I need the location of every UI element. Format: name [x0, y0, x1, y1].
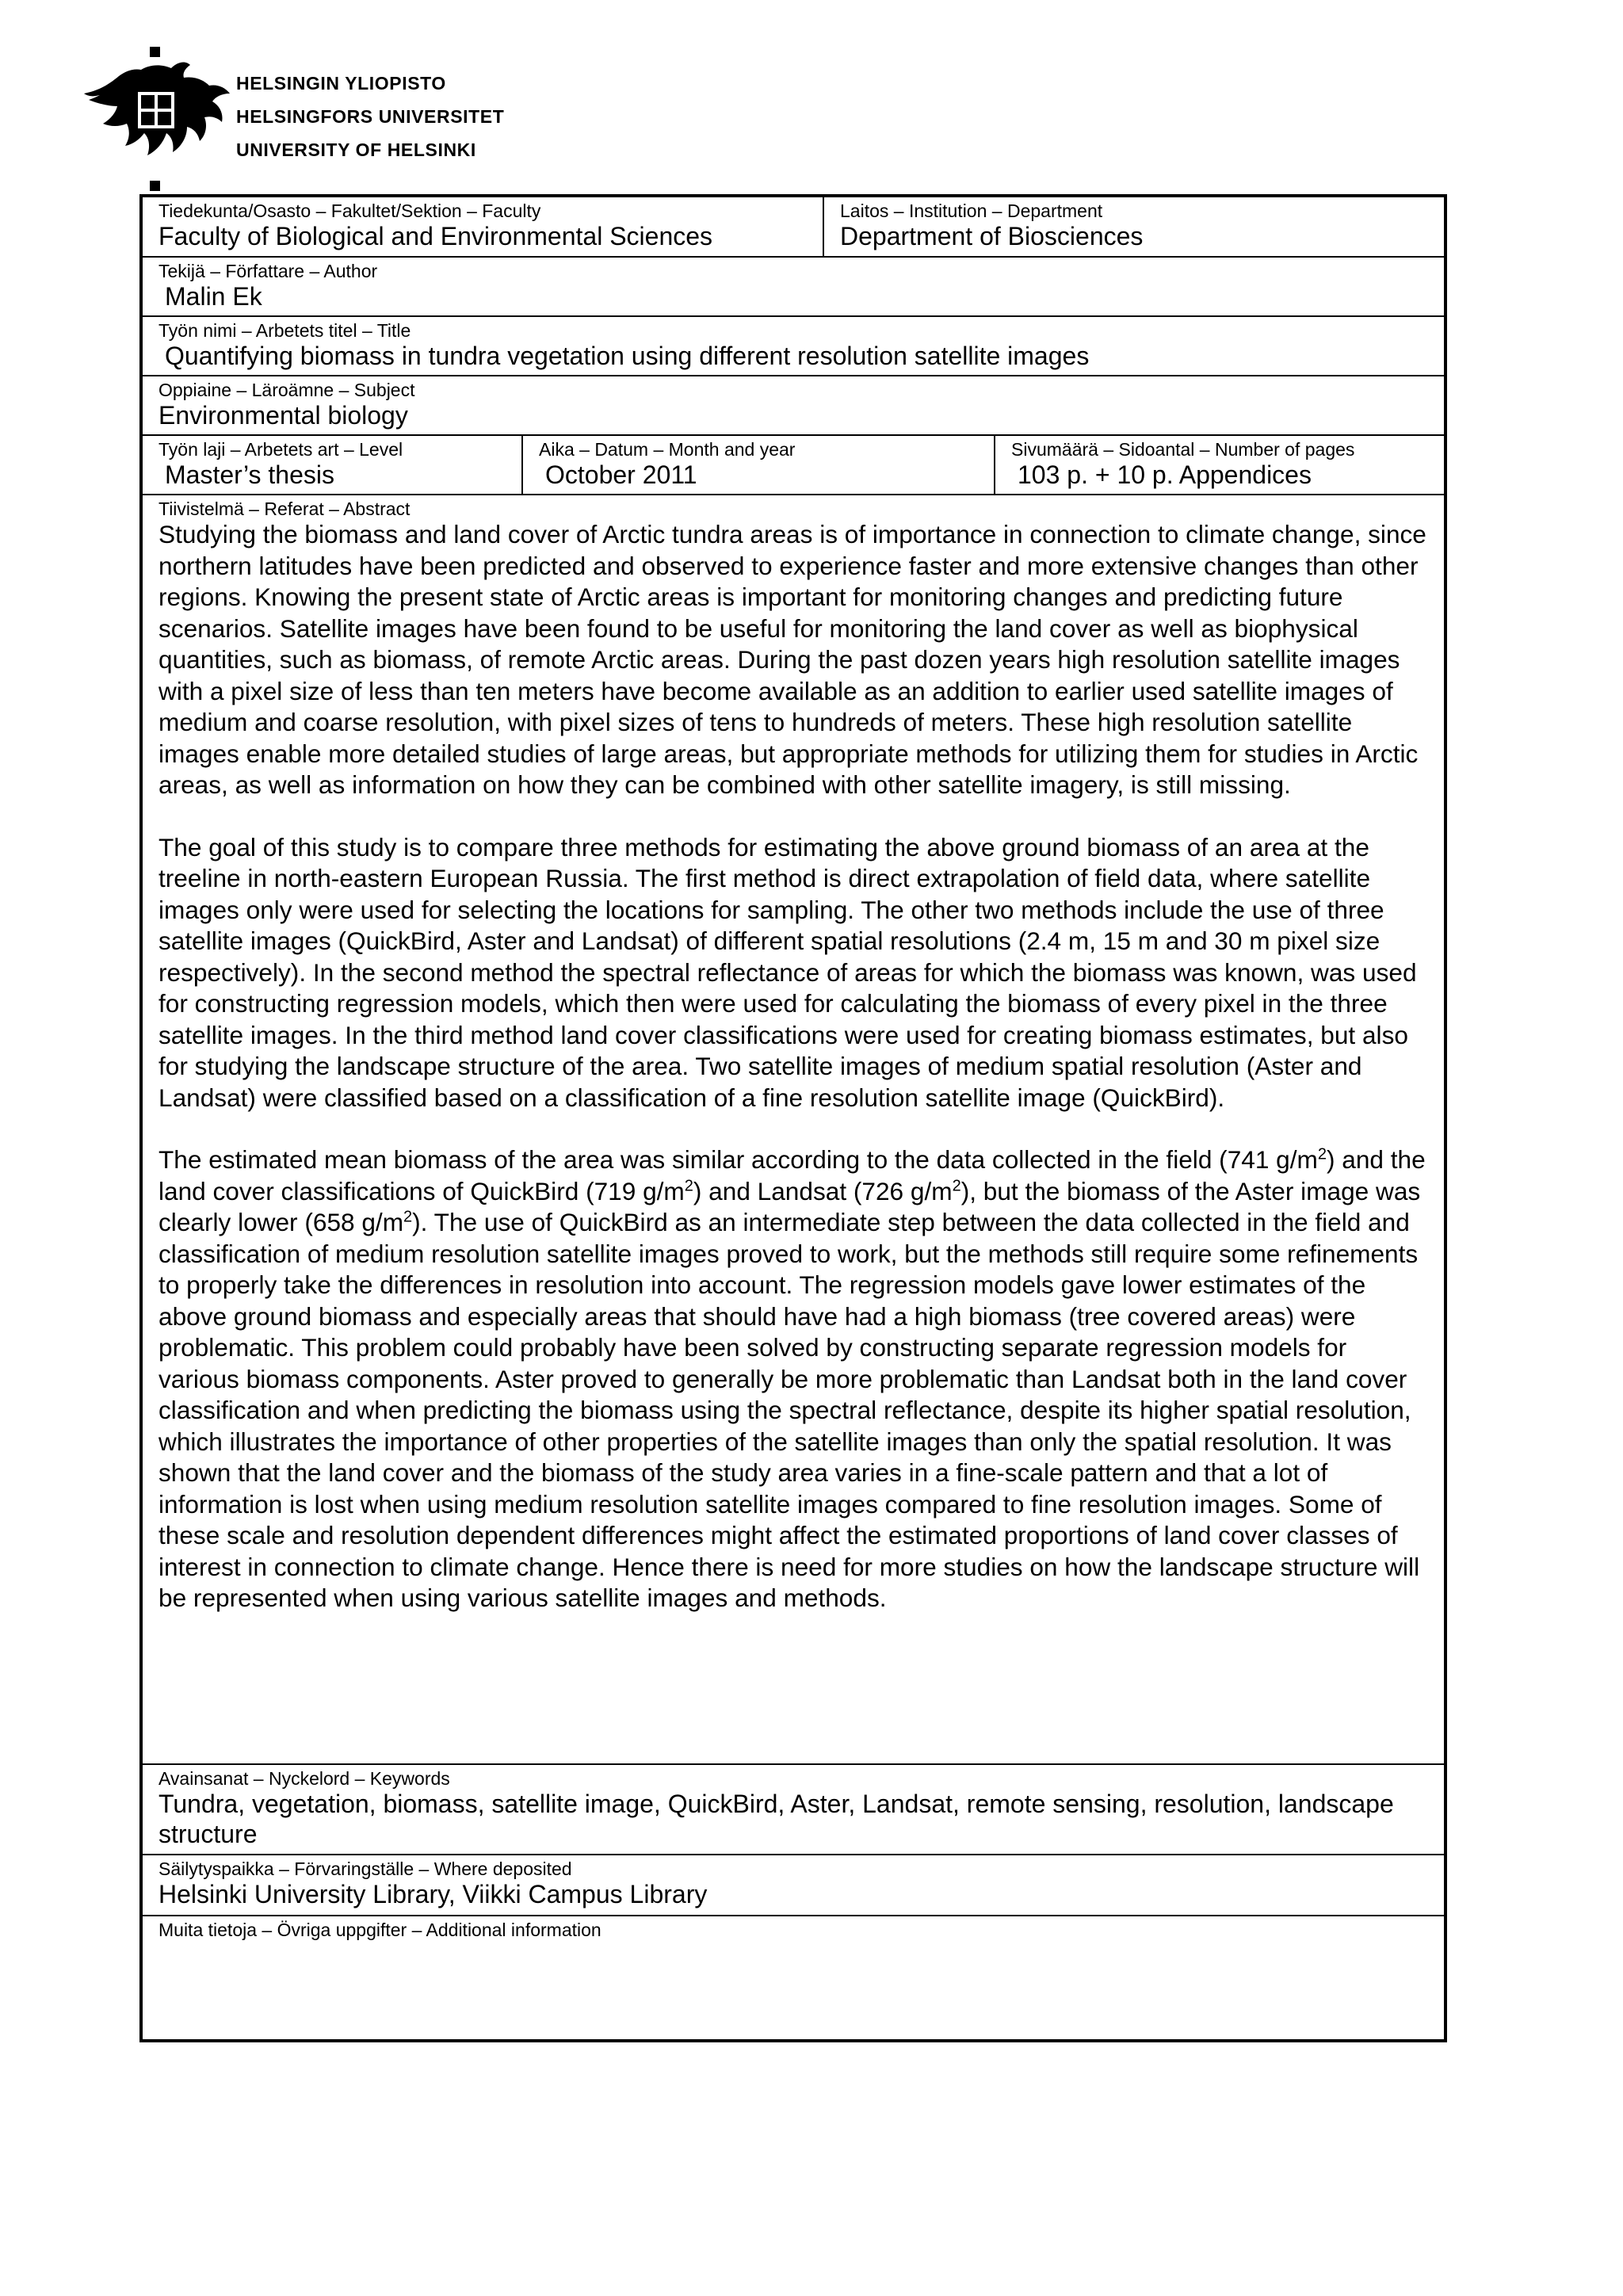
department-cell — [823, 197, 1444, 256]
keywords-label: Avainsanat – Nyckelord – Keywords — [158, 1768, 450, 1789]
faculty-row — [143, 197, 1444, 258]
level-cell — [143, 436, 521, 494]
abstract-row — [143, 495, 1444, 1765]
abstract-paragraph-3: The estimated mean biomass of the area was similar according to the data collected in the field (741 $g/m^2$) and the land cover classifications of QuickBird (719 $g/m^2$) and Landsat (726 $g/m^2$), but the biomass of the Aster image was clearly lower (658 $g/m^2$). The use of QuickBird as an intermediate step between the data collected in the field and classification of medium resolution satellite images proved to work, but the methods still require some refinements to properly take the differences in resolution into account. The regression models gave lower estimates of the above ground biomass and especially areas that should have had a high biomass (tree covered areas) were problematic. This problem could probably have been solved by constructing separate regression models for various biomass components. Aster proved to generally be more problematic than Landsat both in the land cover classification and when predicting the biomass using the spectral reflectance, despite its higher spatial resolution, which illustrates the importance of other properties of the satellite images than only the spatial resolution. It was shown that the land cover and the biomass of the study area varies in a fine-scale pattern and that a lot of information is lost when using medium resolution satellite images compared to fine resolution images. Some of these scale and resolution dependent differences might affect the estimated proportions of land cover classes of interest in connection to climate change. Hence there is need for more studies on how the landscape structure will be represented when using various satellite images and methods. — [158, 1145, 1426, 1612]
deposited-value: Helsinki University Library, Viikki Campus Library — [158, 1880, 708, 1908]
department-value: Department of Biosciences — [840, 222, 1144, 250]
abstract-text — [158, 519, 1444, 1614]
keywords-row — [143, 1765, 1444, 1855]
additional-row — [143, 1916, 1444, 2039]
author-value: Malin Ek — [165, 282, 262, 311]
subject-label: Oppiaine – Läroämne – Subject — [158, 380, 415, 400]
faculty-value: Faculty of Biological and Environmental Sciences — [158, 222, 713, 250]
abstract-paragraph-1: Studying the biomass and land cover of Arctic tundra areas is of importance in connection to climate change, since northern latitudes have been predicted and observed to experience faster and more extensive changes than other regions. Knowing the present state of Arctic areas is important for monitoring changes and predicting future scenarios. Satellite images have been found to be useful for monitoring the land cover as well as biophysical quantities, such as biomass, of remote Arctic areas. During the past dozen years high resolution satellite images with a pixel size of less than ten meters have become available as an addition to earlier used satellite images of medium and coarse resolution, with pixel sizes of tens to hundreds of meters. These high resolution satellite images enable more detailed studies of large areas, but appropriate methods for utilizing them for studies in Arctic areas, as well as information on how they can be combined with other satellite imagery, is still missing. — [158, 520, 1426, 799]
university-name-fi: HELSINGIN YLIOPISTO — [236, 73, 446, 94]
title-value: Quantifying biomass in tundra vegetation using different resolution satellite images — [165, 342, 1090, 370]
level-label: Työn laji – Arbetets art – Level — [158, 439, 403, 460]
university-seal-icon — [78, 44, 236, 195]
author-label: Tekijä – Författare – Author — [158, 261, 378, 281]
faculty-label: Tiedekunta/Osasto – Fakultet/Sektion – Faculty — [158, 201, 541, 221]
deposited-label: Säilytyspaikka – Förvaringställe – Where deposited — [158, 1859, 572, 1879]
university-names — [236, 67, 504, 166]
subject-cell — [143, 376, 1444, 434]
date-label: Aika – Datum – Month and year — [539, 439, 796, 460]
pages-label: Sivumäärä – Sidoantal – Number of pages — [1011, 439, 1355, 460]
details-row — [143, 436, 1444, 495]
author-cell — [143, 258, 1444, 315]
subject-row — [143, 376, 1444, 436]
university-name-sv: HELSINGFORS UNIVERSITET — [236, 106, 505, 127]
keywords-value: Tundra, vegetation, biomass, satellite image, QuickBird, Aster, Landsat, remote sensing, resolution, landscape structure — [158, 1790, 1394, 1848]
subject-value: Environmental biology — [158, 401, 408, 430]
deposited-row — [143, 1855, 1444, 1916]
keywords-cell — [143, 1765, 1444, 1854]
pages-value: 103 p. + 10 p. Appendices — [1018, 460, 1312, 489]
university-name-en: UNIVERSITY OF HELSINKI — [236, 139, 476, 160]
department-label: Laitos – Institution – Department — [840, 201, 1103, 221]
date-cell — [521, 436, 994, 494]
abstract-label: Tiivistelmä – Referat – Abstract — [158, 499, 411, 519]
faculty-cell — [143, 197, 823, 256]
abstract-form — [139, 194, 1447, 2042]
additional-label: Muita tietoja – Övriga uppgifter – Additional information — [158, 1920, 601, 1940]
title-label: Työn nimi – Arbetets titel – Title — [158, 320, 411, 341]
abstract-paragraph-2: The goal of this study is to compare three methods for estimating the above ground biomass of an area at the treeline in north-eastern European Russia. The first method is direct extrapolation of field data, where satellite images only were used for selecting the locations for sampling. The other two methods include the use of three satellite images (QuickBird, Aster and Landsat) of different spatial resolutions (2.4 m, 15 m and 30 m pixel size respectively). In the second method the spectral reflectance of areas for which the biomass was known, was used for constructing regression models, which then were used for calculating the biomass of every pixel in the three satellite images. In the third method land cover classifications were used for creating biomass estimates, but also for studying the landscape structure of the area. Two satellite images of medium spatial resolution (Aster and Landsat) were classified based on a classification of a fine resolution satellite image (QuickBird). — [158, 832, 1417, 1112]
author-row — [143, 258, 1444, 317]
additional-cell — [143, 1916, 1444, 2039]
title-row — [143, 317, 1444, 376]
abstract-cell — [143, 495, 1444, 1763]
title-cell — [143, 317, 1444, 375]
deposited-cell — [143, 1855, 1444, 1915]
date-value: October 2011 — [545, 460, 697, 489]
pages-cell — [994, 436, 1444, 494]
level-value: Master’s thesis — [165, 460, 334, 489]
